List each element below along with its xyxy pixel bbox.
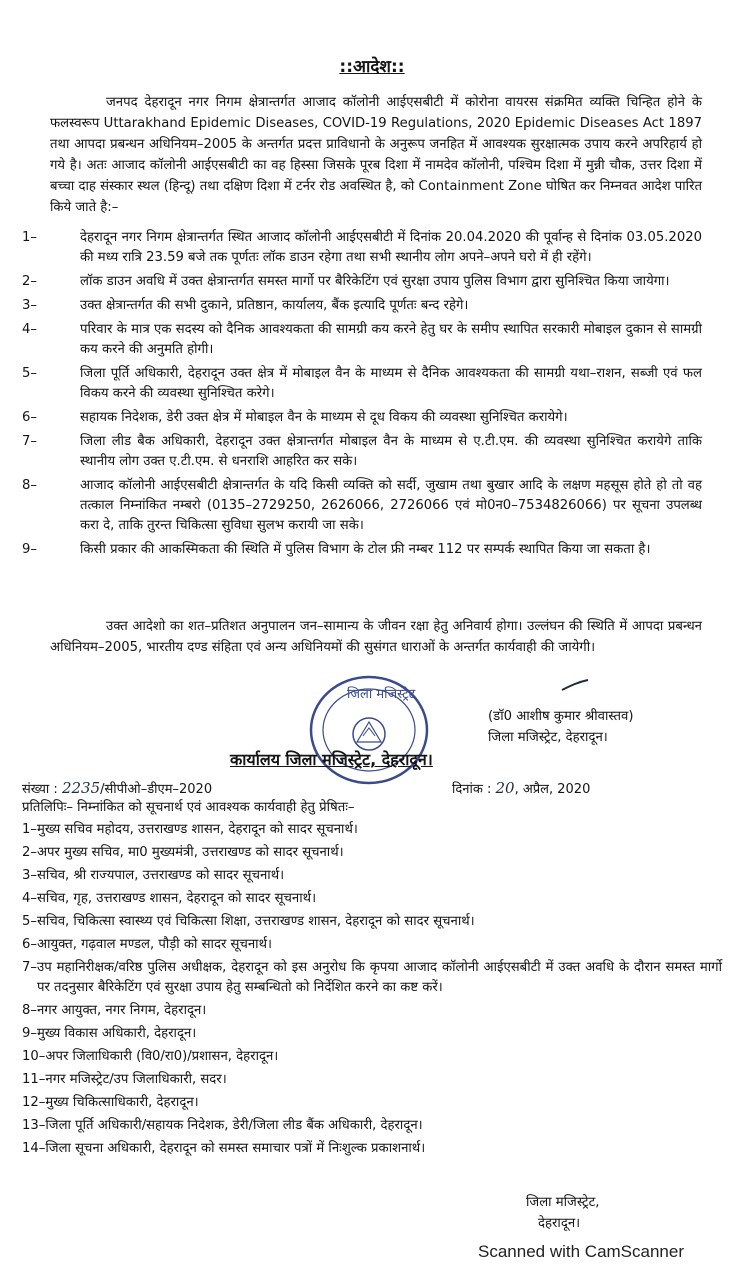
footer-sign-line1: जिला मजिस्ट्रेट, <box>526 1195 600 1210</box>
copy-text: सचिव, गृह, उत्तराखण्ड शासन, देहरादून को सादर सूचनार्थ। <box>36 891 317 906</box>
order-item <box>22 364 702 404</box>
copy-item <box>22 1001 722 1021</box>
copy-item <box>22 1047 722 1067</box>
copy-number: 13– <box>22 1118 46 1133</box>
signatory-name: (डॉ0 आशीष कुमार श्रीवास्तव) <box>488 709 634 724</box>
order-number: 6– <box>22 410 37 425</box>
order-text: जिला लीड बैक अधिकारी, देहरादून उक्त क्षेत्रान्तर्गत मोबाइल वैन के माध्यम से ए.टी.एम. की व्यवस्था सुनिश्चित करायेगे ताकि स्थानीय लोग उक्त ए.टी.एम. से धनराशि आहरित कर सके। <box>80 434 702 469</box>
copy-number: 12– <box>22 1095 46 1110</box>
signatory-block <box>488 706 634 748</box>
order-text: उक्त क्षेत्रान्तर्गत की सभी दुकाने, प्रतिष्ठान, कार्यालय, बैंक इत्यादि पूर्णतः बन्द रहेगे। <box>80 298 469 313</box>
copy-number: 14– <box>22 1141 46 1156</box>
copy-number: 9– <box>22 1026 37 1041</box>
reference-date <box>452 778 590 800</box>
order-number: 9– <box>22 542 37 557</box>
copy-number: 10– <box>22 1049 46 1064</box>
order-item <box>22 272 702 292</box>
copy-text: सचिव, श्री राज्यपाल, उत्तराखण्ड को सादर सूचनार्थ। <box>36 868 285 883</box>
copy-number: 11– <box>22 1072 46 1087</box>
copy-text: सचिव, चिकित्सा स्वास्थ्य एवं चिकित्सा शिक्षा, उत्तराखण्ड शासन, देहरादून को सादर सूचनार्थ। <box>36 914 475 929</box>
order-item <box>22 296 702 316</box>
copy-item <box>22 866 722 886</box>
order-number: 2– <box>22 274 37 289</box>
copy-number: 3– <box>22 868 37 883</box>
order-title: ::आदेश:: <box>339 57 405 77</box>
copy-item <box>22 1116 722 1136</box>
copy-number: 2– <box>22 845 37 860</box>
copy-list <box>22 820 722 1162</box>
copy-number: 7– <box>22 960 37 975</box>
copy-item <box>22 1024 722 1044</box>
copy-number: 5– <box>22 914 37 929</box>
copy-item <box>22 935 722 955</box>
order-item <box>22 540 702 560</box>
copy-text: अपर जिलाधिकारी (वि0/रा0)/प्रशासन, देहरादून। <box>45 1049 279 1064</box>
copy-item <box>22 820 722 840</box>
order-number: 3– <box>22 298 37 313</box>
footer-signature-block <box>526 1192 599 1234</box>
order-number: 8– <box>22 478 37 493</box>
copy-item <box>22 889 722 909</box>
copy-item <box>22 1093 722 1113</box>
copy-text: अपर मुख्य सचिव, मा0 मुख्यमंत्री, उत्तराखण्ड को सादर सूचनार्थ। <box>36 845 344 860</box>
order-item <box>22 408 702 428</box>
reference-suffix: /सीपीओ–डीएम–2020 <box>100 782 213 797</box>
order-item <box>22 476 702 536</box>
reference-number-handwritten: 2235 <box>61 779 101 797</box>
order-text: लॉक डाउन अवधि में उक्त क्षेत्रान्तर्गत समस्त मार्गो पर बैरिकेटिंग एवं सुरक्षा उपाय पुलिस विभाग द्वारा सुनिश्चित किया जायेगा। <box>80 274 670 289</box>
order-text: देहरादून नगर निगम क्षेत्रान्तर्गत स्थित आजाद कॉलोनी आईएसबीटी में दिनांक 20.04.2020 की पूर्वान्ह से दिनांक 03.05.2020 की मध्य रात्रि 23.59 बजे तक पूर्णतः लॉक डाउन रहेगा तथा सभी स्थानीय लोग अपने–अपने घरो में ही रहेंगे। <box>80 230 702 265</box>
copy-text: नगर मजिस्ट्रेट/उप जिलाधिकारी, सदर। <box>45 1072 227 1087</box>
office-heading: कार्यालय जिला मजिस्ट्रेट, देहरादून। <box>230 750 433 769</box>
copy-text: जिला पूर्ति अधिकारी/सहायक निदेशक, डेरी/जिला लीड बैंक अधिकारी, देहरादून। <box>45 1118 423 1133</box>
order-list <box>22 228 702 564</box>
date-month-year: , अप्रैल, 2020 <box>514 782 591 797</box>
footer-sign-line2: देहरादून। <box>538 1216 581 1231</box>
signatory-designation: जिला मजिस्ट्रेट, देहरादून। <box>488 730 608 745</box>
intro-paragraph: जनपद देहरादून नगर निगम क्षेत्रान्तर्गत आजाद कॉलोनी आईएसबीटी में कोरोना वायरस संक्रमित व्यक्ति चिन्हित होने के फलस्वरूप Uttarakhand Epidemic Diseases, COVID-19 Regulations, 2020 Epidemic Diseases Act 1897 तथा आपदा प्रबन्धन अधिनियम–2005 के अन्तर्गत प्रदत्त प्राविधानो के अनुरूप जनहित में आवश्यक सुरक्षात्मक उपाय करने अपरिहार्य हो गये है। अतः आजाद कॉलोनी आईएसबीटी का वह हिस्सा जिसके पूरब दिशा में नामदेव कॉलोनी, पश्चिम दिशा में मुन्नी चौक, उत्तर दिशा में बच्चा दाह संस्कार स्थल (हिन्दू) तथा दक्षिण दिशा में टर्नर रोड अवस्थित है, को Containment Zone घोषित कर निम्नवत आदेश पारित किये जाते है:– <box>50 95 702 215</box>
order-text: किसी प्रकार की आकस्मिकता की स्थिति में पुलिस विभाग के टोल फ्री नम्बर 112 पर सम्पर्क स्थापित किया जा सकता है। <box>80 542 651 557</box>
copy-number: 8– <box>22 1003 37 1018</box>
copy-text: आयुक्त, गढ़वाल मण्डल, पौड़ी को सादर सूचनार्थ। <box>36 937 273 952</box>
copy-text: जिला सूचना अधिकारी, देहरादून को समस्त समाचार पत्रों में निःशुल्क प्रकाशनार्थ। <box>45 1141 426 1156</box>
order-number: 4– <box>22 322 37 337</box>
order-text: परिवार के मात्र एक सदस्य को दैनिक आवश्यकता की सामग्री कय करने हेतु घर के समीप स्थापित सरकारी मोबाइल दुकान से सामग्री कय करने की अनुमति होगी। <box>80 322 702 357</box>
copy-number: 1– <box>22 822 37 837</box>
copy-text: मुख्य विकास अधिकारी, देहरादून। <box>36 1026 197 1041</box>
order-number: 7– <box>22 434 37 449</box>
copy-item <box>22 1070 722 1090</box>
official-seal-stamp <box>305 672 433 788</box>
date-day-handwritten: 20 <box>495 779 515 797</box>
copy-text: मुख्य सचिव महोदय, उत्तराखण्ड शासन, देहरादून को सादर सूचनार्थ। <box>36 822 358 837</box>
copy-text: मुख्य चिकित्साधिकारी, देहरादून। <box>45 1095 199 1110</box>
copy-item <box>22 843 722 863</box>
order-item <box>22 432 702 472</box>
copy-text: नगर आयुक्त, नगर निगम, देहरादून। <box>36 1003 207 1018</box>
copy-item <box>22 1139 722 1159</box>
copy-text: उप महानिरीक्षक/वरिष्ठ पुलिस अधीक्षक, देहरादून को इस अनुरोध कि कृपया आजाद कॉलोनी आईएसबीटी में उक्त अवधि के दौरान समस्त मार्गो पर तदनुसार बैरिकेटिंग एवं सुरक्षा उपाय हेतु सम्बन्धितो को निर्देशित करने का कष्ट करें। <box>36 960 722 995</box>
order-number: 1– <box>22 230 37 245</box>
order-item <box>22 228 702 268</box>
order-text: सहायक निदेशक, डेरी उक्त क्षेत्र में मोबाइल वैन के माध्यम से दूध विकय की व्यवस्था सुनिश्चित करायेगे। <box>80 410 568 425</box>
copy-heading: प्रतिलिपिः– निम्नांकित को सूचनार्थ एवं आवश्यक कार्यवाही हेतु प्रेषितः– <box>22 800 355 815</box>
signature-stroke <box>560 678 590 692</box>
closing-paragraph: उक्त आदेशो का शत–प्रतिशत अनुपालन जन–सामान्य के जीवन रक्षा हेतु अनिवार्य होगा। उल्लंघन की स्थिति में आपदा प्रबन्धन अधिनियम–2005, भारतीय दण्ड संहिता एवं अन्य अधिनियमों की सुसंगत धाराओं के अन्तर्गत कार्यवाही की जायेगी। <box>50 619 702 655</box>
copy-item <box>22 958 722 998</box>
reference-label: संख्या : <box>22 782 58 797</box>
date-label: दिनांक : <box>452 782 492 797</box>
copy-item <box>22 912 722 932</box>
seal-text: जिला मजिस्ट्रेट <box>347 687 416 702</box>
order-item <box>22 320 702 360</box>
copy-number: 6– <box>22 937 37 952</box>
scanner-watermark: Scanned with CamScanner <box>478 1242 685 1261</box>
order-number: 5– <box>22 366 37 381</box>
copy-number: 4– <box>22 891 37 906</box>
order-text: आजाद कॉलोनी आईएसबीटी क्षेत्रान्तर्गत के यदि किसी व्यक्ति को सर्दी, जुखाम तथा बुखार आदि के लक्षण महसूस होते हो तो वह तत्काल निम्नांकित नम्बरो (0135–2729250, 2626066, 2726066 एवं मो0न0–7534826066) पर सूचना उपलब्ध करा दे, ताकि तुरन्त चिकित्सा सुविधा सुलभ करायी जा सके। <box>80 478 702 533</box>
order-text: जिला पूर्ति अधिकारी, देहरादून उक्त क्षेत्र में मोबाइल वैन के माध्यम से दैनिक आवश्यकता की सामग्री यथा–राशन, सब्जी एवं फल विकय करने की व्यवस्था सुनिश्चित करेगे। <box>80 366 702 401</box>
